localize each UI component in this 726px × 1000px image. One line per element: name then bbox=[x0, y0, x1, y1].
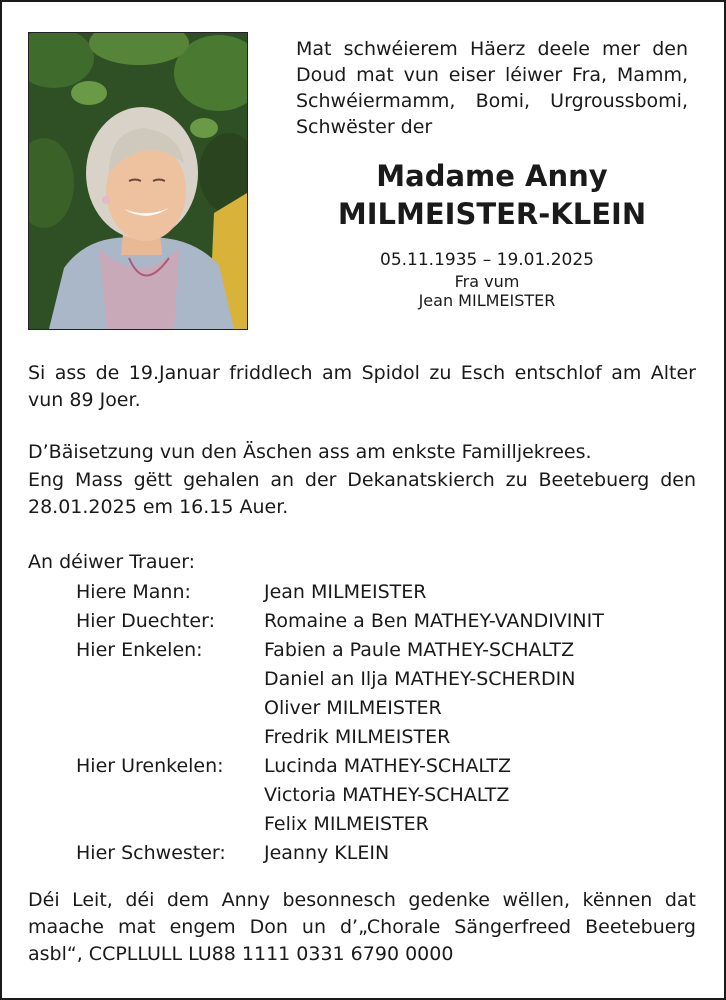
spouse-name: Jean MILMEISTER bbox=[418, 291, 556, 310]
portrait-photo bbox=[28, 32, 248, 330]
mourner-name: Oliver MILMEISTER bbox=[264, 697, 442, 719]
mourner-row bbox=[76, 665, 696, 694]
mourner-name: Fredrik MILMEISTER bbox=[264, 726, 451, 748]
mourner-name: Jean MILMEISTER bbox=[264, 581, 427, 603]
relation-label bbox=[76, 810, 264, 839]
mourner-name: Romaine a Ben MATHEY-VANDIVINIT bbox=[264, 610, 604, 632]
relation-label bbox=[76, 723, 264, 752]
burial-paragraph: D’Bäisetzung vun den Äschen ass am enkste Familljekrees. bbox=[28, 441, 592, 463]
mourner-name: Jeanny KLEIN bbox=[264, 842, 390, 864]
mourning-heading: An déiwer Trauer: bbox=[28, 551, 196, 573]
intro-text: Mat schwéierem Häerz deele mer den Doud mat vun eiser léiwer Fra, Mamm, Schwéiermamm, Bomi, Urgroussbomi, Schwëster der bbox=[296, 38, 688, 138]
relation-label bbox=[76, 781, 264, 810]
relation-label: Hier Duechter: bbox=[76, 610, 215, 632]
donation-paragraph: Déi Leit, déi dem Anny besonnesch gedenke wëllen, kënnen dat maache mat engem Don un d’„Chorale Sängerfreed Beetebuerg asbl“, CCPLLULL LU88 1111 0331 6790 0000 bbox=[28, 889, 696, 965]
mourner-row bbox=[76, 694, 696, 723]
mourner-row bbox=[76, 607, 696, 636]
mourner-name: Lucinda MATHEY-SCHALTZ bbox=[264, 755, 512, 777]
life-dates: 05.11.1935 – 19.01.2025 bbox=[380, 250, 594, 270]
relation-label: Hier Schwester: bbox=[76, 842, 226, 864]
mourner-row bbox=[76, 578, 696, 607]
relation-label: Hier Enkelen: bbox=[76, 639, 203, 661]
relation-label: Hiere Mann: bbox=[76, 581, 191, 603]
mourner-row bbox=[76, 752, 696, 781]
mourners-list bbox=[76, 578, 696, 868]
death-paragraph: Si ass de 19.Januar friddlech am Spidol zu Esch entschlof am Alter vun 89 Joer. bbox=[28, 362, 696, 411]
relation-label: Hier Urenkelen: bbox=[76, 755, 224, 777]
mourner-row bbox=[76, 781, 696, 810]
mourner-name: Daniel an Ilja MATHEY-SCHERDIN bbox=[264, 668, 576, 690]
relation-label bbox=[76, 665, 264, 694]
mourner-row bbox=[76, 636, 696, 665]
relation-label bbox=[76, 694, 264, 723]
mourner-row bbox=[76, 723, 696, 752]
mass-paragraph: Eng Mass gëtt gehalen an der Dekanatskierch zu Beetebuerg den 28.01.2025 em 16.15 Auer. bbox=[28, 469, 696, 518]
deceased-name-line-2: MILMEISTER-KLEIN bbox=[337, 197, 647, 231]
deceased-name-line-1: Madame Anny bbox=[376, 159, 608, 193]
mourner-row bbox=[76, 810, 696, 839]
widow-of-label: Fra vum bbox=[454, 272, 520, 291]
mourner-name: Victoria MATHEY-SCHALTZ bbox=[264, 784, 510, 806]
mourner-name: Felix MILMEISTER bbox=[264, 813, 429, 835]
mourner-row bbox=[76, 839, 696, 868]
mourner-name: Fabien a Paule MATHEY-SCHALTZ bbox=[264, 639, 575, 661]
